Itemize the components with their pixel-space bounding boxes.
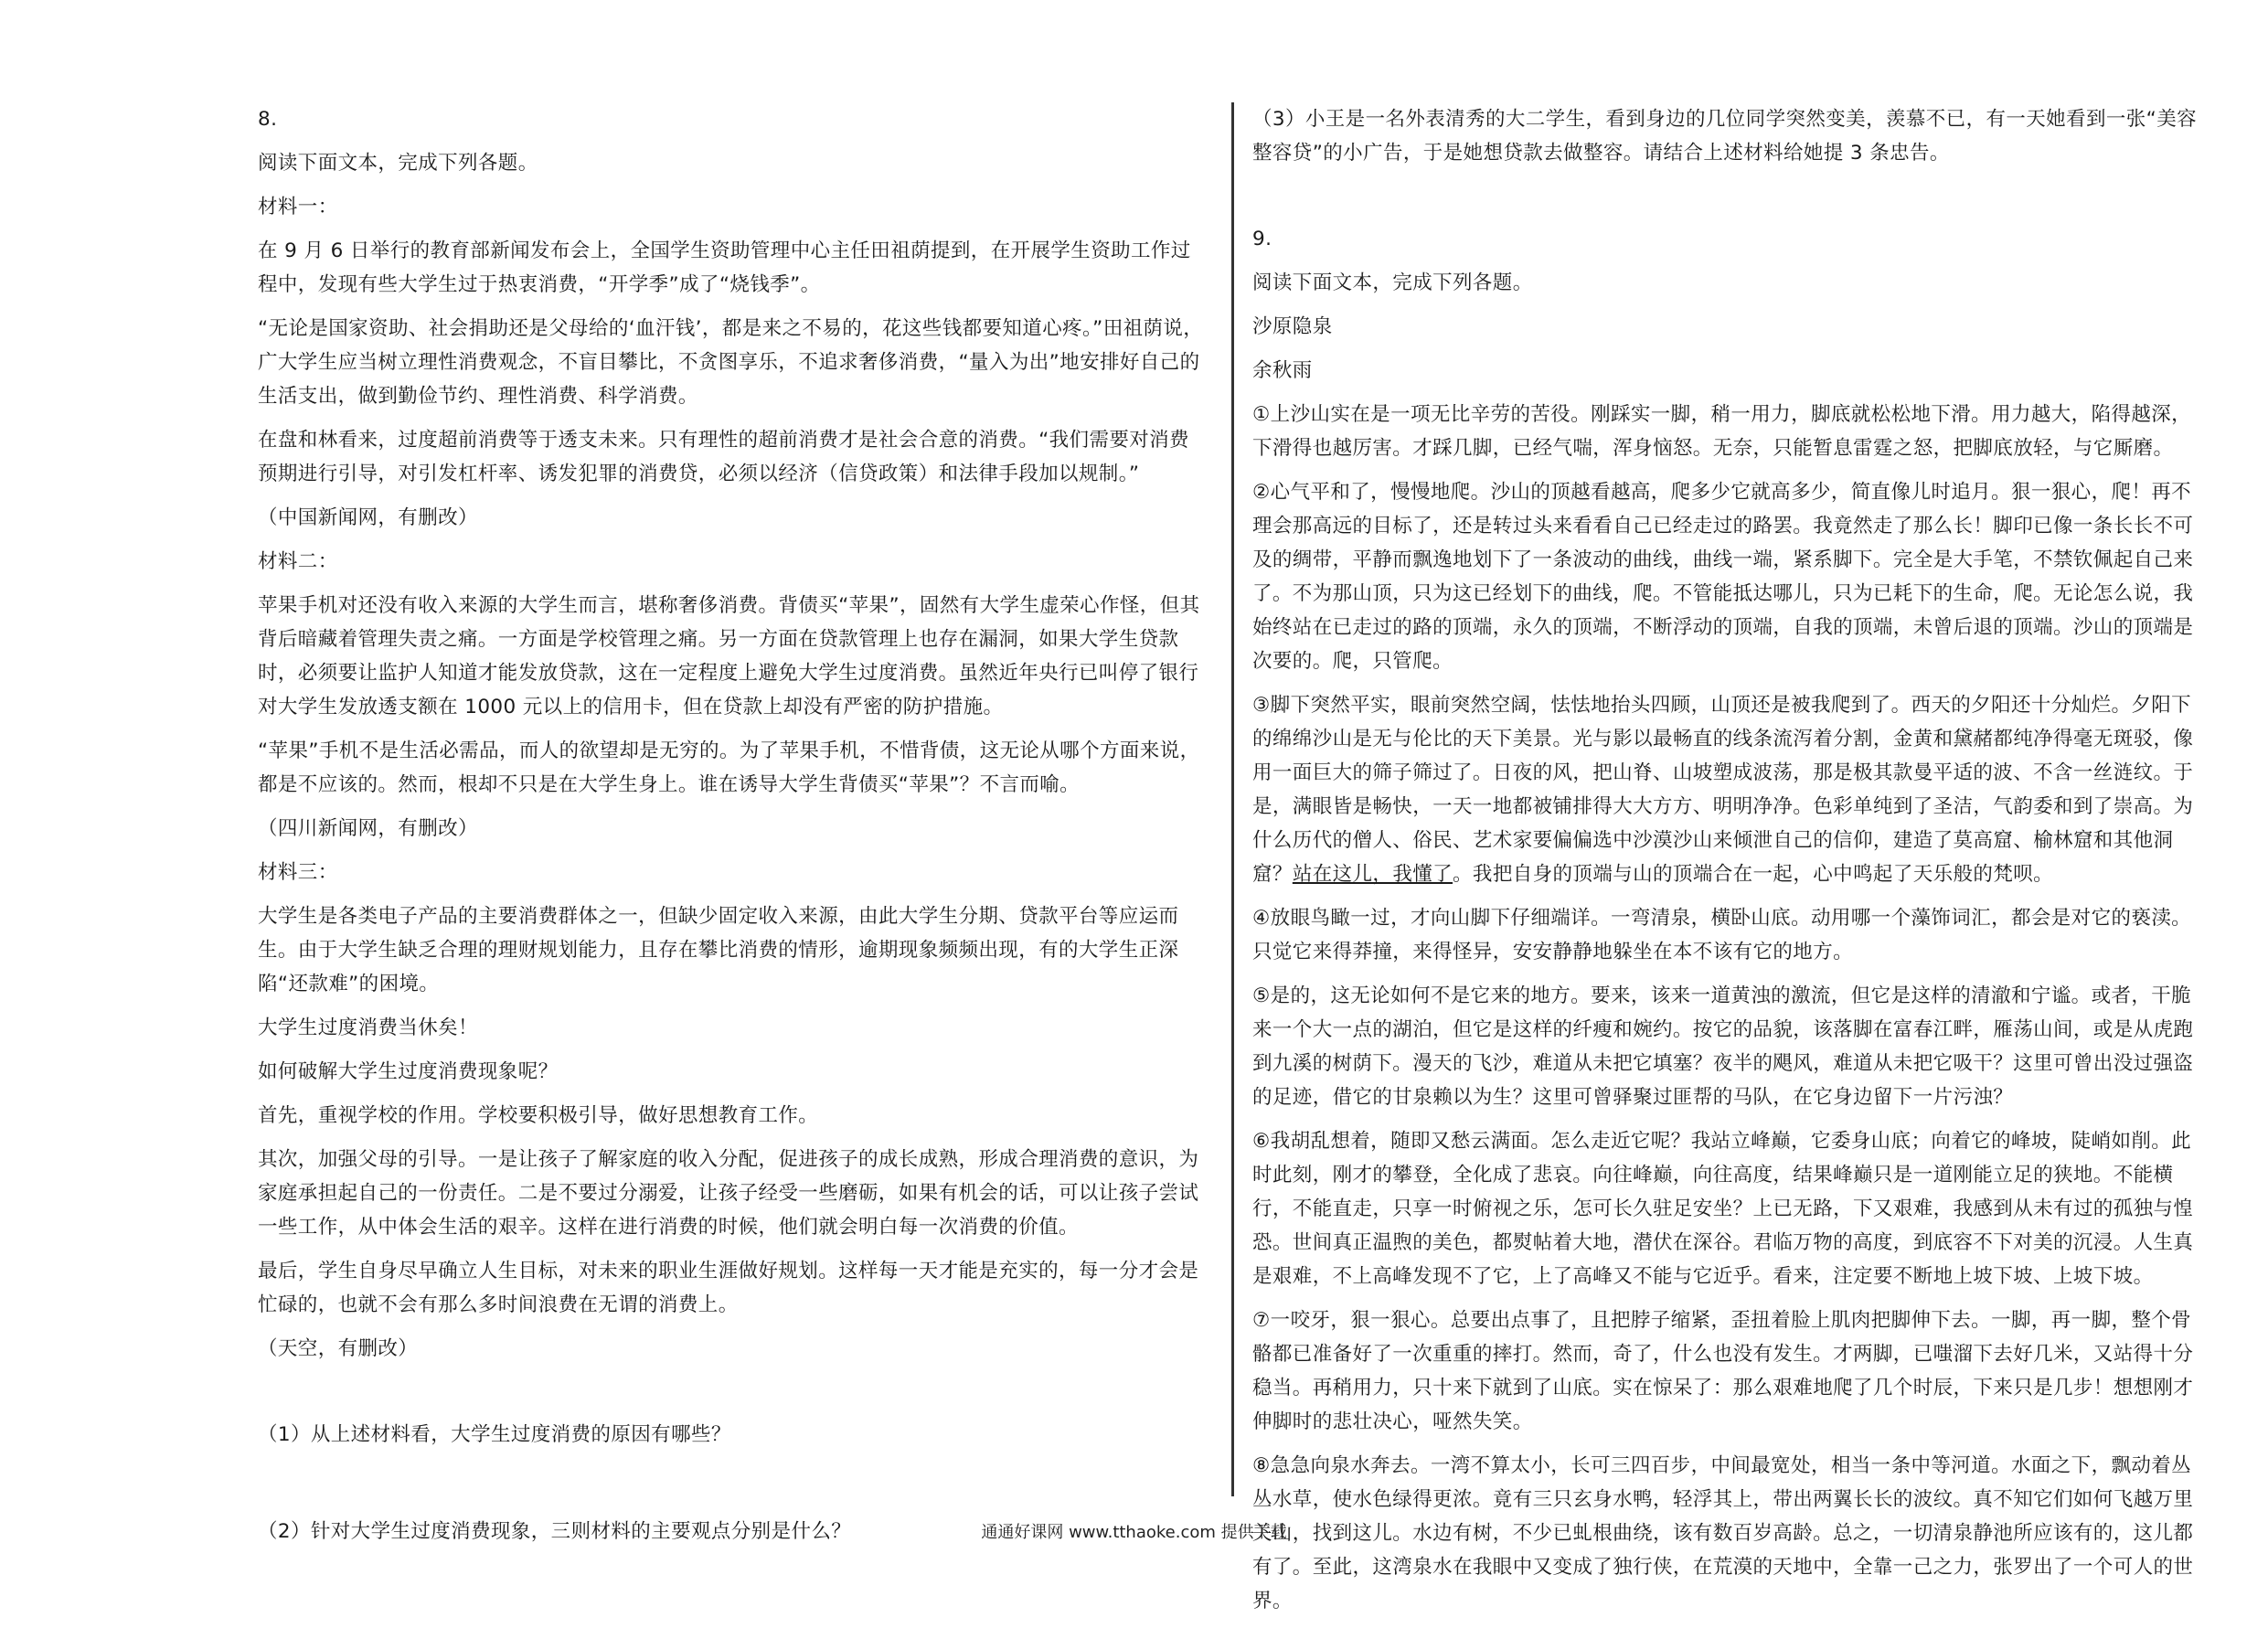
- paragraph: ①上沙山实在是一项无比辛劳的苦役。刚踩实一脚，稍一用力，脚底就松松地下滑。用力越大，陷得越深，下滑得也越厉害。才踩几脚，已经气喘，浑身恼怒。无奈，只能暂息雷霆之怒，把脚底放轻，与它厮磨。: [1252, 403, 2192, 460]
- paragraph: 在盘和林看来，过度超前消费等于透支未来。只有理性的超前消费才是社会合意的消费。“我们需要对消费预期进行引导，对引发杠杆率、诱发犯罪的消费贷，必须以经济（信贷政策）和法律手段加以规制。”: [258, 429, 1189, 485]
- paragraph: ⑥我胡乱想着，随即又愁云满面。怎么走近它呢？我站立峰巅，它委身山底；向着它的峰坡，陡峭如削。此时此刻，刚才的攀登，全化成了悲哀。向往峰巅，向往高度，结果峰巅只是一道刚能立足的狭地。不能横行，不能直走，只享一时俯视之乐，怎可长久驻足安坐？上已无路，下又艰难，我感到从未有过的孤独与惶恐。世间真正温煦的美色，都熨帖着大地，潜伏在深谷。君临万物的高度，到底容不下对美的沉浸。人生真是艰难，不上高峰发现不了它，上了高峰又不能与它近乎。看来，注定要不断地上坡下坡、上坡下坡。: [1252, 1130, 2194, 1288]
- source-note: （天空，有删改）: [258, 1337, 419, 1360]
- paragraph: “苹果”手机不是生活必需品，而人的欲望却是无穷的。为了苹果手机，不惜背债，这无论从哪个方面来说，都是不应该的。然而，根却不只是在大学生身上。谁在诱导大学生背债买“苹果”？不言而喻。: [258, 740, 1200, 796]
- material-2-title: 材料二：: [258, 550, 338, 573]
- sub-question-3: （3）小王是一名外表清秀的大二学生，看到身边的几位同学突然变美，羡慕不已，有一天她看到一张“美容整容贷”的小广告，于是她想贷款去做整容。请结合上述材料给她提 3 条忠告。: [1252, 108, 2198, 165]
- paragraph-text: ③脚下突然平实，眼前突然空阔，怯怯地抬头四顾，山顶还是被我爬到了。西天的夕阳还十分灿烂。夕阳下的绵绵沙山是无与伦比的天下美景。光与影以最畅直的线条流泻着分割，金黄和黛赭都纯净得毫无斑驳，像用一面巨大的筛子筛过了。日夜的风，把山脊、山坡塑成波荡，那是极其款曼平适的波、不含一丝涟纹。于是，满眼皆是畅快，一天一地都被铺排得大大方方、明明净净。色彩单纯到了圣洁，气韵委和到了崇高。为什么历代的僧人、俗民、艺术家要偏偏选中沙漠沙山来倾泄自己的信仰，建造了莫高窟、榆林窟和其他洞窟？: [1252, 694, 2194, 886]
- paragraph: 苹果手机对还没有收入来源的大学生而言，堪称奢侈消费。背债买“苹果”，固然有大学生虚荣心作怪，但其背后暗藏着管理失责之痛。一方面是学校管理之痛。另一方面在贷款管理上也存在漏洞，如果大学生贷款时，必须要让监护人知道才能发放贷款，这在一定程度上避免大学生过度消费。虽然近年央行已叫停了银行对大学生发放透支额在 1000 元以上的信用卡，但在贷款上却没有严密的防护措施。: [258, 594, 1200, 718]
- paragraph: 在 9 月 6 日举行的教育部新闻发布会上，全国学生资助管理中心主任田祖荫提到，在开展学生资助工作过程中，发现有些大学生过于热衷消费，“开学季”成了“烧钱季”。: [258, 239, 1191, 296]
- paragraph: 最后，学生自身尽早确立人生目标，对未来的职业生涯做好规划。这样每一天才能是充实的，每一分才会是忙碌的，也就不会有那么多时间浪费在无谓的消费上。: [258, 1260, 1199, 1316]
- material-1-title: 材料一：: [258, 196, 338, 218]
- instruction: 阅读下面文本，完成下列各题。: [1252, 271, 1533, 294]
- paragraph-text: 。我把自身的顶端与山的顶端合在一起，心中鸣起了天乐般的梵呗。: [1453, 863, 2054, 886]
- paragraph: ②心气平和了，慢慢地爬。沙山的顶越看越高，爬多少它就高多少，简直像儿时追月。狠一狠心，爬！再不理会那高远的目标了，还是转过头来看看自己已经走过的路罢。我竟然走了那么长！脚印已像一条长长不可及的绸带，平静而飘逸地划下了一条波动的曲线，曲线一端，紧系脚下。完全是大手笔，不禁钦佩起自己来了。不为那山顶，只为这已经划下的曲线，爬。不管能抵达哪儿，只为已耗下的生命，爬。无论怎么说，我始终站在已走过的路的顶端，永久的顶端，不断浮动的顶端，自我的顶端，未曾后退的顶端。沙山的顶端是次要的。爬，只管爬。: [1252, 481, 2194, 673]
- instruction: 阅读下面文本，完成下列各题。: [258, 152, 538, 175]
- question-number: 8.: [258, 108, 278, 131]
- paragraph: 首先，重视学校的作用。学校要积极引导，做好思想教育工作。: [258, 1104, 819, 1127]
- underlined-sentence: 站在这儿，我懂了: [1292, 863, 1453, 886]
- paragraph: 大学生是各类电子产品的主要消费群体之一，但缺少固定收入来源，由此大学生分期、贷款平台等应运而生。由于大学生缺乏合理的理财规划能力，且存在攀比消费的情形，逾期现象频频出现，有的大学生正深陷“还款难”的困境。: [258, 905, 1179, 995]
- paragraph: [1252, 688, 2203, 891]
- paragraph: ⑧急急向泉水奔去。一湾不算太小，长可三四百步，中间最宽处，相当一条中等河道。水面之下，飘动着丛丛水草，使水色绿得更浓。竟有三只玄身水鸭，轻浮其上，带出两翼长长的波纹。真不知它们如何飞越万里关山，找到这儿。水边有树，不少已虬根曲绕，该有数百岁高龄。总之，一切清泉静池所应该有的，这儿都有了。至此，这湾泉水在我眼中又变成了独行侠，在荒漠的天地中，全靠一己之力，张罗出了一个可人的世界。: [1252, 1454, 2194, 1612]
- question-number: 9.: [1252, 228, 1272, 250]
- left-column: [258, 102, 1209, 1559]
- right-column: [1252, 102, 2203, 1628]
- article-author: 余秋雨: [1252, 359, 1313, 382]
- source-note: （中国新闻网，有删改）: [258, 506, 478, 529]
- paragraph: ⑤是的，这无论如何不是它来的地方。要来，该来一道黄浊的激流，但它是这样的清澈和宁谧。或者，干脆来一个大一点的湖泊，但它是这样的纤瘦和婉约。按它的品貌，该落脚在富春江畔，雁荡山间，或是从虎跑到九溪的树荫下。漫天的飞沙，难道从未把它填塞？夜半的飓风，难道从未把它吸干？这里可曾出没过强盗的足迹，借它的甘泉赖以为生？这里可曾驿聚过匪帮的马队，在它身边留下一片污浊？: [1252, 984, 2194, 1109]
- paragraph: “无论是国家资助、社会捐助还是父母给的‘血汗钱’，都是来之不易的，花这些钱都要知道心疼。”田祖荫说，广大学生应当树立理性消费观念，不盲目攀比，不贪图享乐，不追求奢侈消费，“量入为出”地安排好自己的生活支出，做到勤俭节约、理性消费、科学消费。: [258, 317, 1204, 408]
- page-footer: 通通好课网 www.tthaoke.com 提供下载: [981, 1523, 1287, 1542]
- source-note: （四川新闻网，有删改）: [258, 817, 478, 840]
- paragraph: 其次，加强父母的引导。一是让孩子了解家庭的收入分配，促进孩子的成长成熟，形成合理消费的意识，为家庭承担起自己的一份责任。二是不要过分溺爱，让孩子经受一些磨砺，如果有机会的话，可以让孩子尝试一些工作，从中体会生活的艰辛。这样在进行消费的时候，他们就会明白每一次消费的价值。: [258, 1148, 1199, 1239]
- material-3-title: 材料三：: [258, 861, 338, 884]
- paragraph: ⑦一咬牙，狠一狠心。总要出点事了，且把脖子缩紧，歪扭着脸上肌肉把脚伸下去。一脚，再一脚，整个骨骼都已准备好了一次重重的摔打。然而，奇了，什么也没有发生。才两脚，已嗤溜下去好几米，又站得十分稳当。再稍用力，只十来下就到了山底。实在惊呆了：那么艰难地爬了几个时辰，下来只是几步！想想刚才伸脚时的悲壮决心，哑然失笑。: [1252, 1309, 2194, 1433]
- article-title: 沙原隐泉: [1252, 315, 1333, 338]
- paragraph: 大学生过度消费当休矣！: [258, 1016, 478, 1039]
- sub-question-2: （2）针对大学生过度消费现象，三则材料的主要观点分别是什么？: [258, 1520, 852, 1543]
- paragraph: 如何破解大学生过度消费现象呢？: [258, 1060, 559, 1083]
- sub-question-1: （1）从上述材料看，大学生过度消费的原因有哪些？: [258, 1423, 731, 1446]
- paragraph: ④放眼鸟瞰一过，才向山脚下仔细端详。一弯清泉，横卧山底。动用哪一个藻饰词汇，都会是对它的亵渎。只觉它来得莽撞，来得怪异，安安静静地躲坐在本不该有它的地方。: [1252, 907, 2192, 963]
- column-divider: [1231, 102, 1234, 1496]
